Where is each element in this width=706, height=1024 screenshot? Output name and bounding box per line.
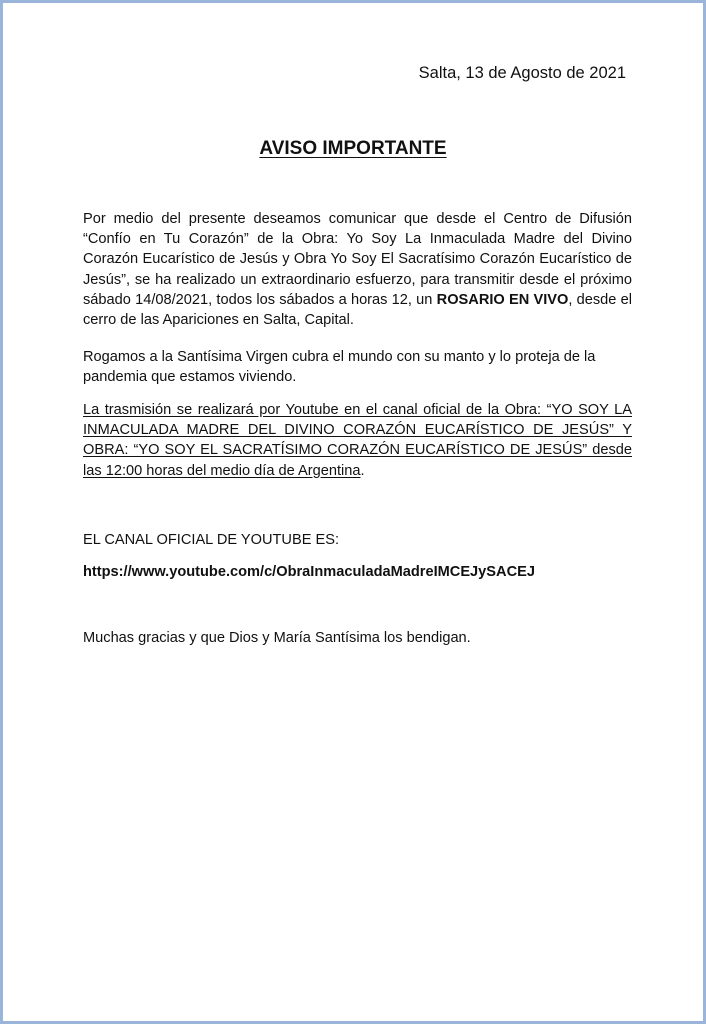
announcement-text: Por medio del presente deseamos comunicar que desde el Centro de Difusión “Confío en Tu Corazón” de la Obra: Yo Soy La Inmaculada Madre del Divino Corazón Eucarístico de Jesús y Obra Yo Soy El Sacratísimo Corazón Eucarístico de Jesús”, se ha realizado un extraordinario esfuerzo, para transmitir desde el próximo sábado 14/08/2021, todos los sábados a horas 12, un [83, 211, 632, 308]
paragraph-broadcast [83, 400, 632, 481]
closing-line: Muchas gracias y que Dios y María Santísima los bendigan. [83, 630, 471, 646]
channel-heading: EL CANAL OFICIAL DE YOUTUBE ES: [83, 532, 340, 548]
date-line: Salta, 13 de Agosto de 2021 [418, 64, 626, 82]
announcement-tail: , desde el cerro de las Apariciones en Salta, Capital. [83, 291, 632, 329]
channel-url-link[interactable]: https://www.youtube.com/c/ObraInmaculadaMadreIMCEJySACEJ [83, 564, 535, 580]
broadcast-tail: . [360, 462, 365, 479]
broadcast-underlined-text: La trasmisión se realizará por Youtube en el canal oficial de la Obra: “YO SOY LA INMACULADA MADRE DEL DIVINO CORAZÓN EUCARÍSTICO DE JESÚS” Y OBRA: “YO SOY EL SACRATÍSIMO CORAZÓN EUCARÍSTICO DE JESÚS” desde las 12:00 horas del medio día de Argentina [83, 402, 632, 479]
rosario-en-vivo-bold: ROSARIO EN VIVO [436, 291, 569, 308]
page-title: AVISO IMPORTANTE [259, 138, 447, 159]
paragraph-prayer: Rogamos a la Santísima Virgen cubra el mundo con su manto y lo proteja de la pandemia que estamos viviendo. [83, 349, 596, 386]
paragraph-announcement [83, 209, 632, 330]
